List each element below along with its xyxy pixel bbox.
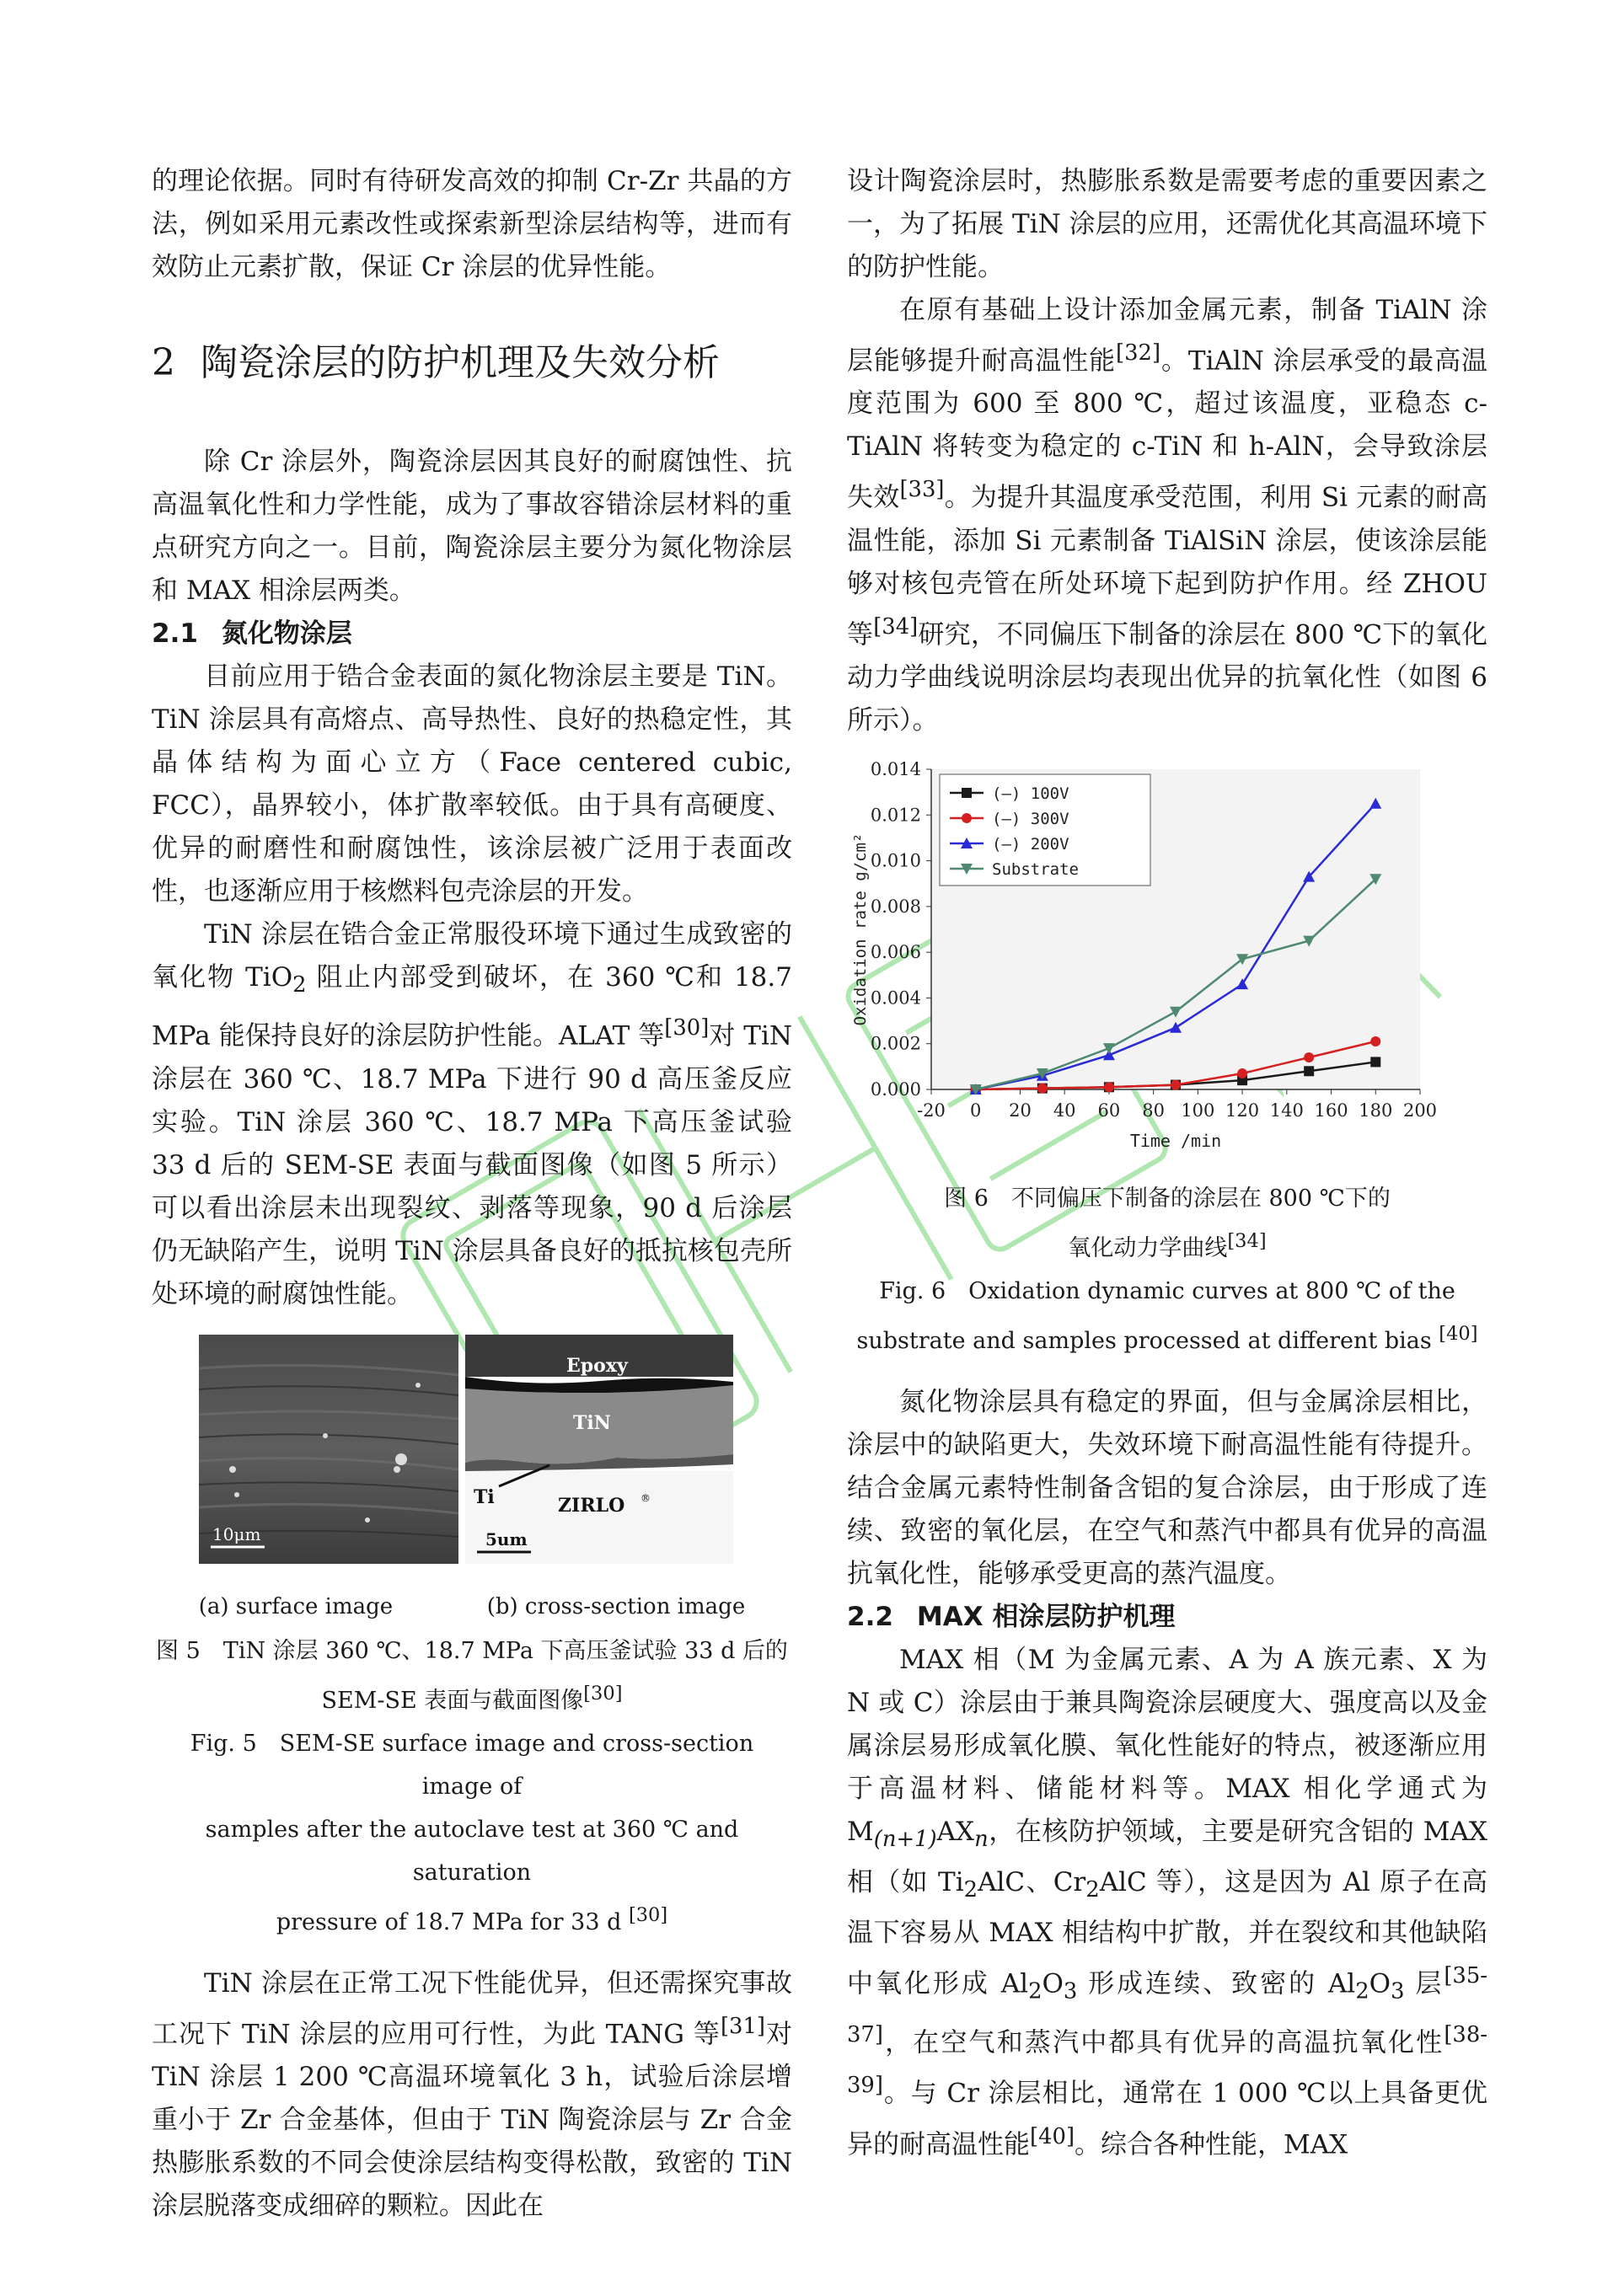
figure-5-caption-cn-1: 图 5 TiN 涂层 360 ℃、18.7 MPa 下高压釜试验 33 d 后的: [156, 1637, 788, 1664]
legend-label: (—) 100V: [992, 784, 1069, 803]
data-point: [962, 813, 972, 823]
text-run: ，在核防护领域，主要是研究含铝的 MAX 相（如 Ti: [847, 1816, 1487, 1898]
surface-scale-bar-label: 10μm: [212, 1523, 261, 1544]
x-tick-label: 100: [1181, 1100, 1215, 1121]
data-point: [1304, 1052, 1314, 1062]
text-run: 研究，不同偏压下制备的涂层在 800 ℃下的氧化动力学曲线说明涂层均表现出优异的抗氧化性（如图 6 所示）。: [847, 618, 1487, 736]
nitride-paragraph-1: 目前应用于锆合金表面的氮化物涂层主要是 TiN。TiN 涂层具有高熔点、高导热性、良好的热稳定性，其晶体结构为面心立方（Face centered cubic, FCC），晶界较小，体扩散率较低。由于具有高硬度、优异的耐磨性和耐腐蚀性，该涂层被广泛用于表面改性，也逐渐应用于核燃料包壳涂层的开发。: [152, 661, 792, 907]
nitride-paragraph-3: [152, 1962, 792, 2228]
y-tick-label: 0.002: [870, 1033, 921, 1054]
sem-cross-section-image: [465, 1335, 733, 1564]
right-paragraph-2: [847, 289, 1487, 742]
left-column: [152, 160, 792, 2228]
reference: [34]: [1227, 1229, 1267, 1252]
x-tick-label: 160: [1314, 1100, 1348, 1121]
nitride-paragraph-2: [152, 913, 792, 1316]
subscript: 3: [1063, 1978, 1078, 2004]
y-tick-label: 0.000: [870, 1078, 921, 1100]
legend-label: (—) 300V: [992, 809, 1069, 828]
subscript: 2: [1355, 1978, 1369, 2004]
figure-5-caption-en-2: samples after the autoclave test at 360 ℃ and saturation: [205, 1816, 739, 1886]
figure-5a-label: (a) surface image: [198, 1593, 394, 1619]
text-run: 层: [1404, 1968, 1444, 1999]
figure-6-caption-cn-2: [847, 1220, 1487, 1270]
subsection-2-2-title: MAX 相涂层防护机理: [916, 1601, 1176, 1632]
right-column: [847, 160, 1487, 2166]
x-tick-label: 200: [1402, 1100, 1438, 1121]
data-point: [1037, 1084, 1048, 1094]
label-epoxy: Epoxy: [566, 1354, 628, 1377]
subscript: 2: [1085, 1877, 1100, 1903]
text-run: AX: [936, 1816, 975, 1847]
reference-32: [32]: [1116, 340, 1161, 366]
max-phase-paragraph: [847, 1639, 1487, 2166]
subscript: n: [974, 1827, 989, 1853]
subsection-2-1-number: 2.1: [152, 618, 198, 649]
figure-5-caption-cn-2: [152, 1672, 792, 1722]
x-tick-label: 0: [970, 1100, 982, 1121]
reference-30: [30]: [664, 1015, 710, 1041]
y-tick-label: 0.004: [870, 987, 921, 1009]
legend-label: (—) 200V: [992, 834, 1069, 854]
reference-38-39: [38-39]: [847, 2021, 1487, 2099]
y-tick-label: 0.006: [870, 942, 921, 963]
section-2-number: 2: [152, 341, 175, 384]
section-scale-bar-label: 5um: [485, 1528, 528, 1549]
text-run: O: [1369, 1968, 1391, 1999]
chart-legend: [940, 774, 1150, 886]
text-run: SEM-SE 表面与截面图像: [321, 1687, 584, 1714]
reference-34: [34]: [873, 613, 919, 640]
label-tin: TiN: [573, 1411, 611, 1434]
text-run: 在原有基础上设计添加金属元素，制备 TiAlN 涂层能够提升耐高温性能: [847, 295, 1487, 377]
intro-paragraph: 的理论依据。同时有待研发高效的抑制 Cr-Zr 共晶的方法，例如采用元素改性或探索新型涂层结构等，进而有效防止元素扩散，保证 Cr 涂层的优异性能。: [152, 166, 792, 282]
x-tick-label: 20: [1009, 1100, 1032, 1121]
data-point: [1237, 1068, 1247, 1078]
reference: [30]: [628, 1903, 668, 1926]
data-point: [1370, 1057, 1380, 1067]
text-run: substrate and samples processed at different bias: [856, 1327, 1439, 1354]
section-2-heading: [152, 338, 792, 388]
y-tick-label: 0.008: [870, 896, 921, 917]
x-tick-label: 120: [1225, 1100, 1260, 1121]
figure-6-caption-cn-1: 图 6 不同偏压下制备的涂层在 800 ℃下的: [944, 1185, 1391, 1212]
subsection-2-2-number: 2.2: [847, 1601, 893, 1632]
figure-5: [152, 1335, 792, 1587]
subscript: 2: [292, 972, 307, 998]
text-run: 阻止内部受到破坏，在 360 ℃和 18.7 MPa 能保持良好的涂层防护性能。ALAT 等: [152, 962, 792, 1052]
data-point: [962, 788, 972, 798]
text-run: 形成连续、致密的 Al: [1077, 1968, 1356, 1999]
y-axis-label: Oxidation rate g/cm²: [851, 832, 870, 1026]
x-tick-label: 60: [1097, 1100, 1121, 1121]
reference-31: [31]: [720, 2013, 765, 2039]
x-tick-label: 140: [1269, 1100, 1304, 1121]
figure-6-caption-en-2: [847, 1313, 1487, 1362]
subscript: 2: [963, 1877, 978, 1903]
data-point: [1304, 1066, 1314, 1076]
figure-6-chart: [847, 752, 1487, 1174]
data-point: [1171, 1080, 1181, 1090]
text-run: TiN 涂层在正常工况下性能优异，但还需探究事故工况下 TiN 涂层的应用可行性，为此 TANG 等: [152, 1967, 792, 2049]
section-2-title: 陶瓷涂层的防护机理及失效分析: [201, 341, 720, 384]
x-tick-label: 80: [1142, 1100, 1166, 1121]
right-paragraph-1: 设计陶瓷涂层时，热膨胀系数是需要考虑的重要因素之一，为了拓展 TiN 涂层的应用，还需优化其高温环境下的防护性能。: [847, 166, 1487, 282]
figure-5-caption-en-3: [152, 1894, 792, 1944]
figure-5-sublabels: [152, 1594, 792, 1619]
reference: [40]: [1439, 1322, 1478, 1345]
text-run: 氧化动力学曲线: [1068, 1234, 1228, 1261]
text-run: ，在空气和蒸汽中都具有优异的高温抗氧化性: [882, 2027, 1444, 2058]
label-zirlo: ZIRLO: [558, 1494, 625, 1517]
y-tick-label: 0.014: [870, 758, 921, 779]
text-run: 。综合各种性能，MAX: [1075, 2128, 1348, 2160]
figure-6-caption-en-1: Fig. 6 Oxidation dynamic curves at 800 ℃ of the: [879, 1277, 1455, 1304]
data-point: [1370, 1036, 1380, 1046]
text-run: AlC 等），这是因为 Al 原子在高温下容易从 MAX 相结构中扩散，并在裂纹和其他缺陷中氧化形成 Al: [847, 1867, 1487, 1999]
label-registered: ®: [640, 1491, 651, 1504]
text-run: O: [1042, 1968, 1064, 1999]
x-axis-label: Time /min: [1129, 1130, 1222, 1151]
x-tick-label: 40: [1053, 1100, 1076, 1121]
right-paragraph-3: 氮化物涂层具有稳定的界面，但与金属涂层相比，涂层中的缺陷更大，失效环境下耐高温性能有待提升。结合金属元素特性制备含铝的复合涂层，由于形成了连续、致密的氧化层，在空气和蒸汽中都具有优异的高温抗氧化性，能够承受更高的蒸汽温度。: [847, 1386, 1487, 1589]
subsection-2-1-title: 氮化物涂层: [221, 618, 352, 649]
reference-33: [33]: [899, 477, 945, 503]
subscript: 2: [1028, 1978, 1042, 2004]
y-tick-label: 0.010: [870, 850, 921, 871]
text-run: 对 TiN 涂层 1 200 ℃高温环境氧化 3 h，试验后涂层增重小于 Zr 合金基体，但由于 TiN 陶瓷涂层与 Zr 合金热膨胀系数的不同会使涂层结构变得松散，致密的 TiN 涂层脱落变成细碎的颗粒。因此在: [152, 2018, 792, 2221]
subsection-2-1-heading: [152, 613, 792, 656]
data-point: [1104, 1082, 1114, 1092]
subscript: (n+1): [873, 1827, 937, 1853]
x-tick-label: 180: [1359, 1100, 1393, 1121]
legend-label: Substrate: [992, 859, 1079, 879]
reference-35-37: [35-37]: [847, 1963, 1488, 2047]
subsection-2-2-heading: [847, 1596, 1487, 1639]
text-run: 。为提升其温度承受范围，利用 Si 元素的耐高温性能，添加 Si 元素制备 TiAlSiN 涂层，使该涂层能够对核包壳管在所处环境下起到防护作用。经 ZHOU 等: [847, 482, 1488, 650]
text-run: 。与 Cr 涂层相比，通常在 1 000 ℃以上具备更优异的耐高温性能: [847, 2078, 1487, 2160]
section-2-paragraph: 除 Cr 涂层外，陶瓷涂层因其良好的耐腐蚀性、抗高温氧化性和力学性能，成为了事故容错涂层材料的重点研究方向之一。目前，陶瓷涂层主要分为氮化物涂层和 MAX 相涂层两类。: [152, 447, 792, 606]
figure-5-caption-en-1: Fig. 5 SEM-SE surface image and cross-section image of: [190, 1730, 754, 1800]
reference-40: [40]: [1030, 2123, 1075, 2149]
text-run: MAX 相（M 为金属元素、A 为 A 族元素、X 为 N 或 C）涂层由于兼具陶瓷涂层硬度大、强度高以及金属涂层易形成氧化膜、氧化性能好的特点，被逐渐应用于高温材料、储能材料等。MAX 相化学通式为 M: [847, 1644, 1487, 1847]
sem-surface-image: [199, 1335, 458, 1564]
reference: [30]: [583, 1682, 623, 1705]
label-ti: Ti: [474, 1485, 495, 1508]
x-tick-label: -20: [917, 1100, 946, 1121]
y-tick-label: 0.012: [870, 805, 921, 826]
text-run: 。TiAlN 涂层承受的最高温度范围为 600 至 800 ℃，超过该温度，亚稳态 c-TiAlN 将转变为稳定的 c-TiN 和 h-AlN，会导致涂层失效: [847, 345, 1487, 513]
text-run: 对 TiN 涂层在 360 ℃、18.7 MPa 下进行 90 d 高压釜反应实验。TiN 涂层 360 ℃、18.7 MPa 下高压釜试验 33 d 后的 SEM-SE 表面与截面图像（如图 5 所示）可以看出涂层未出现裂纹、剥落等现象，90 d 后涂层仍无缺陷产生，说明 TiN 涂层具备良好的抵抗核包壳所处环境的耐腐蚀性能。: [152, 1020, 792, 1309]
text-run: TiN 涂层在锆合金正常服役环境下通过生成致密的氧化物 TiO: [152, 919, 792, 993]
text-run: AlC、Cr: [978, 1867, 1086, 1898]
subscript: 3: [1391, 1978, 1405, 2004]
figure-5b-label: (b) cross-section image: [486, 1593, 746, 1619]
text-run: pressure of 18.7 MPa for 33 d: [276, 1908, 629, 1935]
